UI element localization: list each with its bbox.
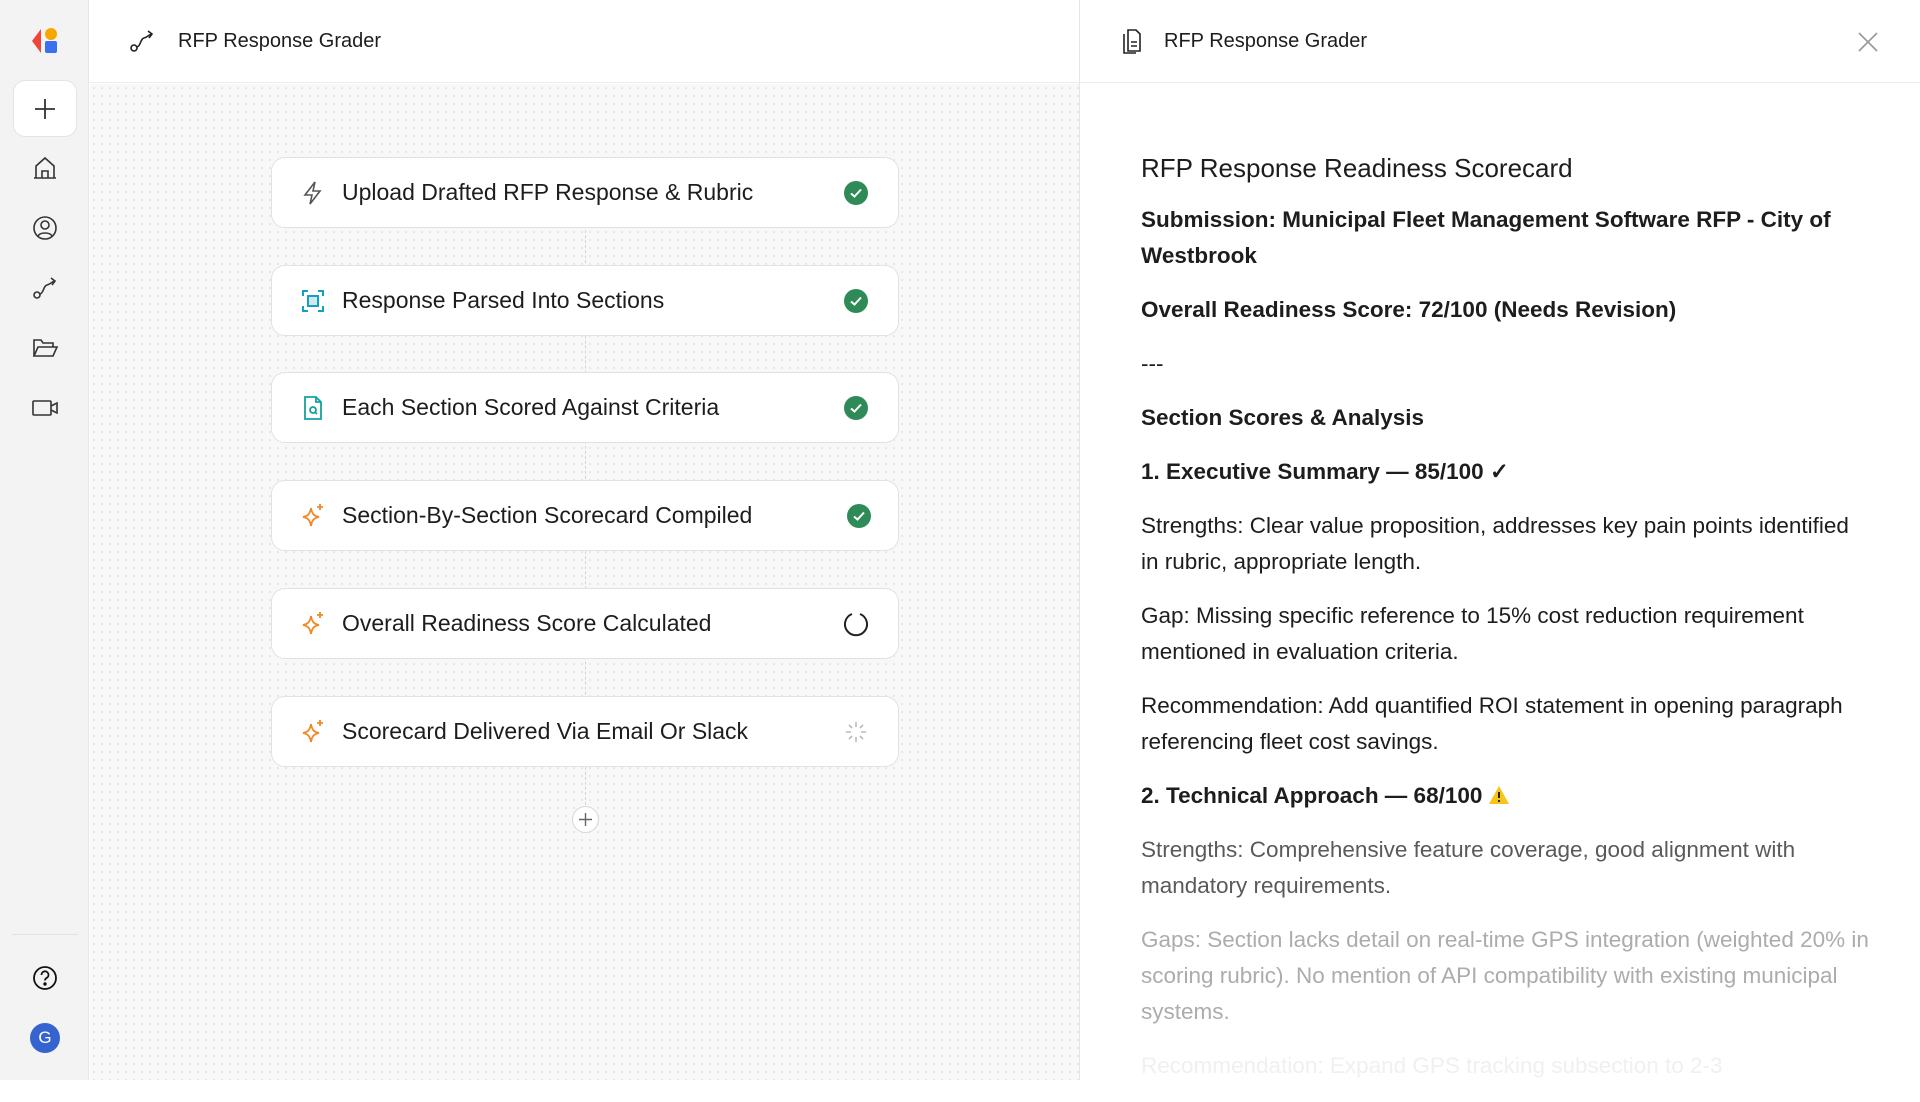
submission-line: Submission: Municipal Fleet Management Software RFP - City of Westbrook [1141, 207, 1831, 268]
section-2-strengths: Strengths: Comprehensive feature coverage, good alignment with mandatory requirements. [1141, 837, 1796, 898]
close-icon[interactable] [1854, 28, 1882, 56]
section-2-recommendation: Recommendation: Expand GPS tracking subsection to 2-3 [1141, 1053, 1723, 1078]
loading-ring-icon [842, 610, 870, 638]
section-1-gap: Gap: Missing specific reference to 15% cost reduction requirement mentioned in evaluation criteria. [1141, 603, 1804, 664]
workflow-step[interactable] [271, 588, 899, 659]
user-circle-icon [31, 214, 59, 242]
workflow-step[interactable] [271, 696, 899, 767]
panel-header [1080, 0, 1920, 83]
step-label: Section-By-Section Scorecard Compiled [342, 502, 753, 528]
step-label: Scorecard Delivered Via Email Or Slack [342, 718, 749, 744]
section-1-strengths: Strengths: Clear value proposition, addresses key pain points identified in rubric, appropriate length. [1141, 513, 1849, 574]
sidebar [0, 0, 89, 1080]
panel-title: RFP Response Grader [1164, 29, 1368, 52]
sparkle-icon [300, 719, 326, 745]
folder-icon [31, 334, 59, 362]
check-circle-icon [842, 179, 870, 207]
home-icon [31, 154, 59, 182]
step-label: Upload Drafted RFP Response & Rubric [342, 179, 754, 205]
workflow-step[interactable] [271, 265, 899, 336]
check-circle-icon [845, 502, 873, 530]
overall-score: Overall Readiness Score: 72/100 (Needs Revision) [1141, 297, 1677, 322]
app-logo[interactable] [30, 26, 60, 56]
section-heading: Section Scores & Analysis [1141, 405, 1425, 430]
sidebar-divider [12, 934, 78, 935]
section-1-title: 1. Executive Summary — 85/100 ✓ [1141, 459, 1509, 484]
document-search-icon [300, 395, 326, 421]
scan-icon [300, 288, 326, 314]
scorecard-content [1141, 148, 1871, 1102]
sidebar-item-workflows[interactable] [22, 265, 68, 311]
section-2-title [1141, 778, 1871, 814]
warning-icon [1488, 785, 1510, 805]
workflow-step[interactable] [271, 157, 899, 228]
workflow-icon [126, 27, 158, 55]
step-label: Response Parsed Into Sections [342, 287, 665, 313]
step-label: Each Section Scored Against Criteria [342, 394, 720, 420]
sparkle-icon [300, 611, 326, 637]
plus-icon [33, 97, 57, 121]
help-icon [31, 964, 59, 992]
check-circle-icon [842, 287, 870, 315]
output-panel [1079, 0, 1920, 1080]
sidebar-item-files[interactable] [22, 325, 68, 371]
sidebar-item-account[interactable] [22, 205, 68, 251]
sidebar-item-recordings[interactable] [22, 385, 68, 431]
workflow-step[interactable] [271, 372, 899, 443]
workflow-icon [31, 274, 59, 302]
workflow-step[interactable] [271, 480, 899, 551]
plus-icon [578, 812, 593, 827]
scorecard-heading: RFP Response Readiness Scorecard [1141, 153, 1573, 183]
avatar[interactable]: G [30, 1023, 60, 1053]
new-button[interactable] [13, 80, 77, 137]
check-circle-icon [842, 394, 870, 422]
workflow-header [90, 0, 1079, 83]
section-2-title-text: 2. Technical Approach — 68/100 [1141, 783, 1483, 808]
step-label: Overall Readiness Score Calculated [342, 610, 712, 636]
workflow-title: RFP Response Grader [178, 29, 382, 52]
sidebar-item-home[interactable] [22, 145, 68, 191]
video-icon [30, 394, 60, 422]
separator: --- [1141, 351, 1164, 376]
add-step-button[interactable] [572, 806, 599, 833]
sparkle-icon [300, 503, 326, 529]
pending-spinner-icon [842, 718, 870, 746]
section-1-recommendation: Recommendation: Add quantified ROI statement in opening paragraph referencing fleet cost savings. [1141, 693, 1843, 754]
section-2-gaps: Gaps: Section lacks detail on real-time GPS integration (weighted 20% in scoring rubric). No mention of API compatibility with existing municipal systems. [1141, 927, 1869, 1024]
lightning-icon [300, 180, 326, 206]
document-icon [1120, 28, 1144, 54]
help-button[interactable] [22, 955, 68, 1001]
